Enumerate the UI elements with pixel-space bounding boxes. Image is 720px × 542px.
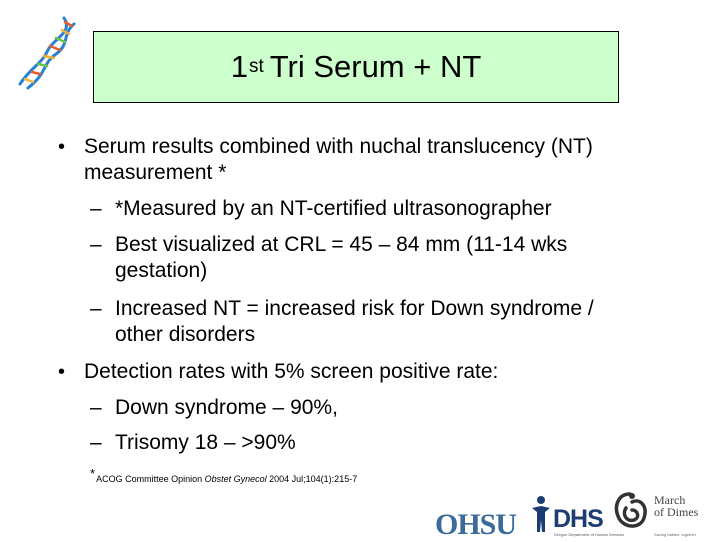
bullet-2-text: Detection rates with 5% screen positive rate: — [84, 360, 499, 383]
sub-bullet-3-text-line-2: other disorders — [115, 323, 256, 346]
ohsu-logo: OHSU — [435, 508, 517, 541]
sub-bullet-2-text-line-2: gestation) — [115, 259, 208, 282]
dash-marker: – — [90, 197, 102, 220]
mod-line-1: March — [654, 493, 686, 507]
bullet-marker: • — [58, 361, 66, 383]
dash-marker: – — [90, 396, 102, 419]
mod-line-2: of Dimes — [654, 505, 699, 519]
footnote-star: * — [90, 466, 96, 481]
footnote-prefix: ACOG Committee Opinion — [96, 474, 205, 484]
footnote-suffix: 2004 Jul;104(1):215-7 — [266, 474, 358, 484]
dash-marker: – — [90, 233, 102, 256]
bullet-1-text-line-2: measurement * — [84, 161, 227, 184]
footnote-journal: Obstet Gynecol — [204, 474, 267, 484]
march-of-dimes-mother-baby-icon — [610, 490, 650, 534]
slide-title: 1 st Tri Serum + NT — [93, 31, 619, 103]
sub-bullet-1-text: *Measured by an NT-certified ultrasonographer — [115, 197, 552, 220]
footnote — [90, 466, 357, 484]
dhs-figure-icon — [528, 494, 554, 534]
dash-marker: – — [90, 431, 102, 454]
sub-bullet-5-text: Trisomy 18 – >90% — [115, 431, 296, 454]
bullet-marker: • — [58, 136, 66, 158]
dash-marker: – — [90, 297, 102, 320]
title-text: Tri Serum + NT — [269, 49, 482, 84]
title-number: 1 — [230, 49, 248, 84]
bullet-1-text-line-1: Serum results combined with nuchal translucency (NT) — [84, 135, 593, 158]
dhs-subtitle: Oregon Department of Human Services — [554, 532, 625, 537]
sub-bullet-2-text-line-1: Best visualized at CRL = 45 – 84 mm (11-14 wks — [115, 233, 568, 256]
sub-bullet-4-text: Down syndrome – 90%, — [115, 396, 338, 419]
mod-tagline: Saving babies, together — [654, 532, 697, 537]
march-of-dimes-logo — [654, 494, 698, 518]
sponsor-logos — [430, 490, 720, 540]
dhs-logo: DHS — [553, 505, 603, 533]
sub-bullet-3-text-line-1: Increased NT = increased risk for Down syndrome / — [115, 297, 594, 320]
